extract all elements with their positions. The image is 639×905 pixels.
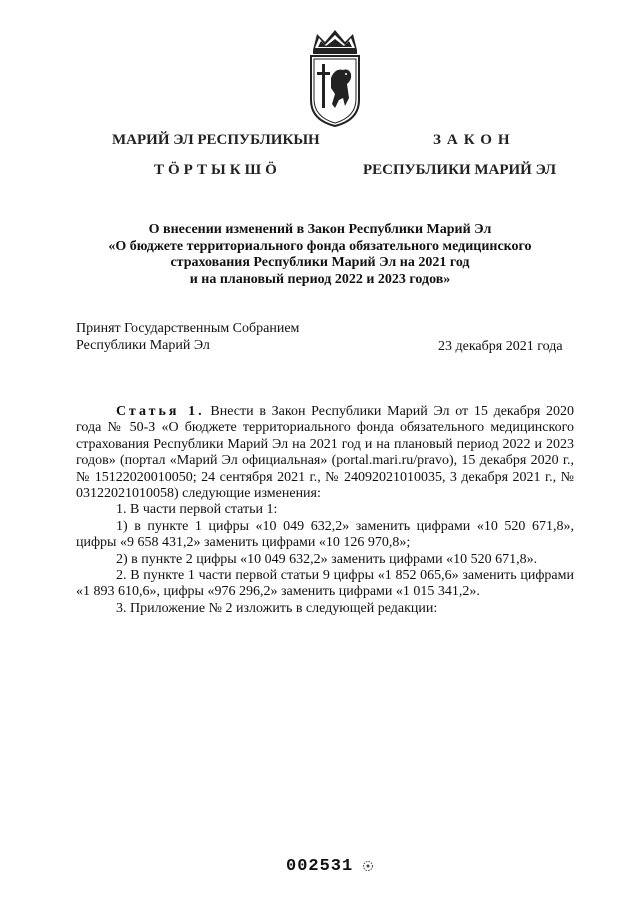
title-line: и на плановый период 2022 и 2023 годов» xyxy=(189,271,451,287)
title-line: О внесении изменений в Закон Республики Марий Эл xyxy=(148,222,492,237)
amendment-subitem: 1) в пункте 1 цифры «10 049 632,2» заменить цифрами «10 520 671,8», цифры «9 658 431,2» заменить цифрами «10 126 970,8»; xyxy=(76,518,574,551)
header-right-title: ЗАКОН xyxy=(433,132,516,148)
adoption-line: Республики Марий Эл xyxy=(76,338,210,353)
header-right-subtitle: РЕСПУБЛИКИ МАРИЙ ЭЛ xyxy=(363,162,557,178)
coat-of-arms-emblem xyxy=(305,28,365,128)
document-number: 002531 xyxy=(286,857,354,876)
article-label: Статья 1. xyxy=(116,404,205,419)
amendment-item: 3. Приложение № 2 изложить в следующей редакции: xyxy=(116,600,438,616)
article-intro: Внести в Закон Республики Марий Эл от 15 декабря 2020 года № 50-З «О бюджете территориального фонда обязательного медицинского страхования Республики Марий Эл на 2021 год и на плановый период 2022 и 2023 годов» (портал «Марий Эл официальная» (portal.mari.ru/pravo), 15 декабря 2020 г., № 15122020010050; 24 сентября 2021 г., № 24092021010035, 3 декабря 2021 г., № 03122021010058) следующие изменения: xyxy=(76,404,575,502)
adoption-date: 23 декабря 2021 года xyxy=(438,339,563,354)
document-title xyxy=(60,222,580,288)
amendment-item: 1. В части первой статьи 1: xyxy=(116,502,278,518)
document-body xyxy=(76,404,574,617)
title-line: «О бюджете территориального фонда обязательного медицинского xyxy=(108,238,532,254)
header-left-title: МАРИЙ ЭЛ РЕСПУБЛИКЫН xyxy=(112,132,320,148)
title-line: страхования Республики Марий Эл на 2021 год xyxy=(170,255,470,270)
amendment-subitem: 2) в пункте 2 цифры «10 049 632,2» заменить цифрами «10 520 671,8». xyxy=(116,551,538,567)
adoption-note xyxy=(76,320,299,354)
adoption-line: Принят Государственным Собранием xyxy=(76,321,300,336)
header-left-subtitle: ТӦРТЫКШӦ xyxy=(154,162,281,178)
seal-mark-icon xyxy=(362,860,374,872)
article-paragraph xyxy=(76,404,574,502)
amendment-item: 2. В пункте 1 части первой статьи 9 цифры «1 852 065,6» заменить цифрами «1 893 610,6», цифры «976 296,2» заменить цифрами «1 015 341,2». xyxy=(76,568,574,600)
